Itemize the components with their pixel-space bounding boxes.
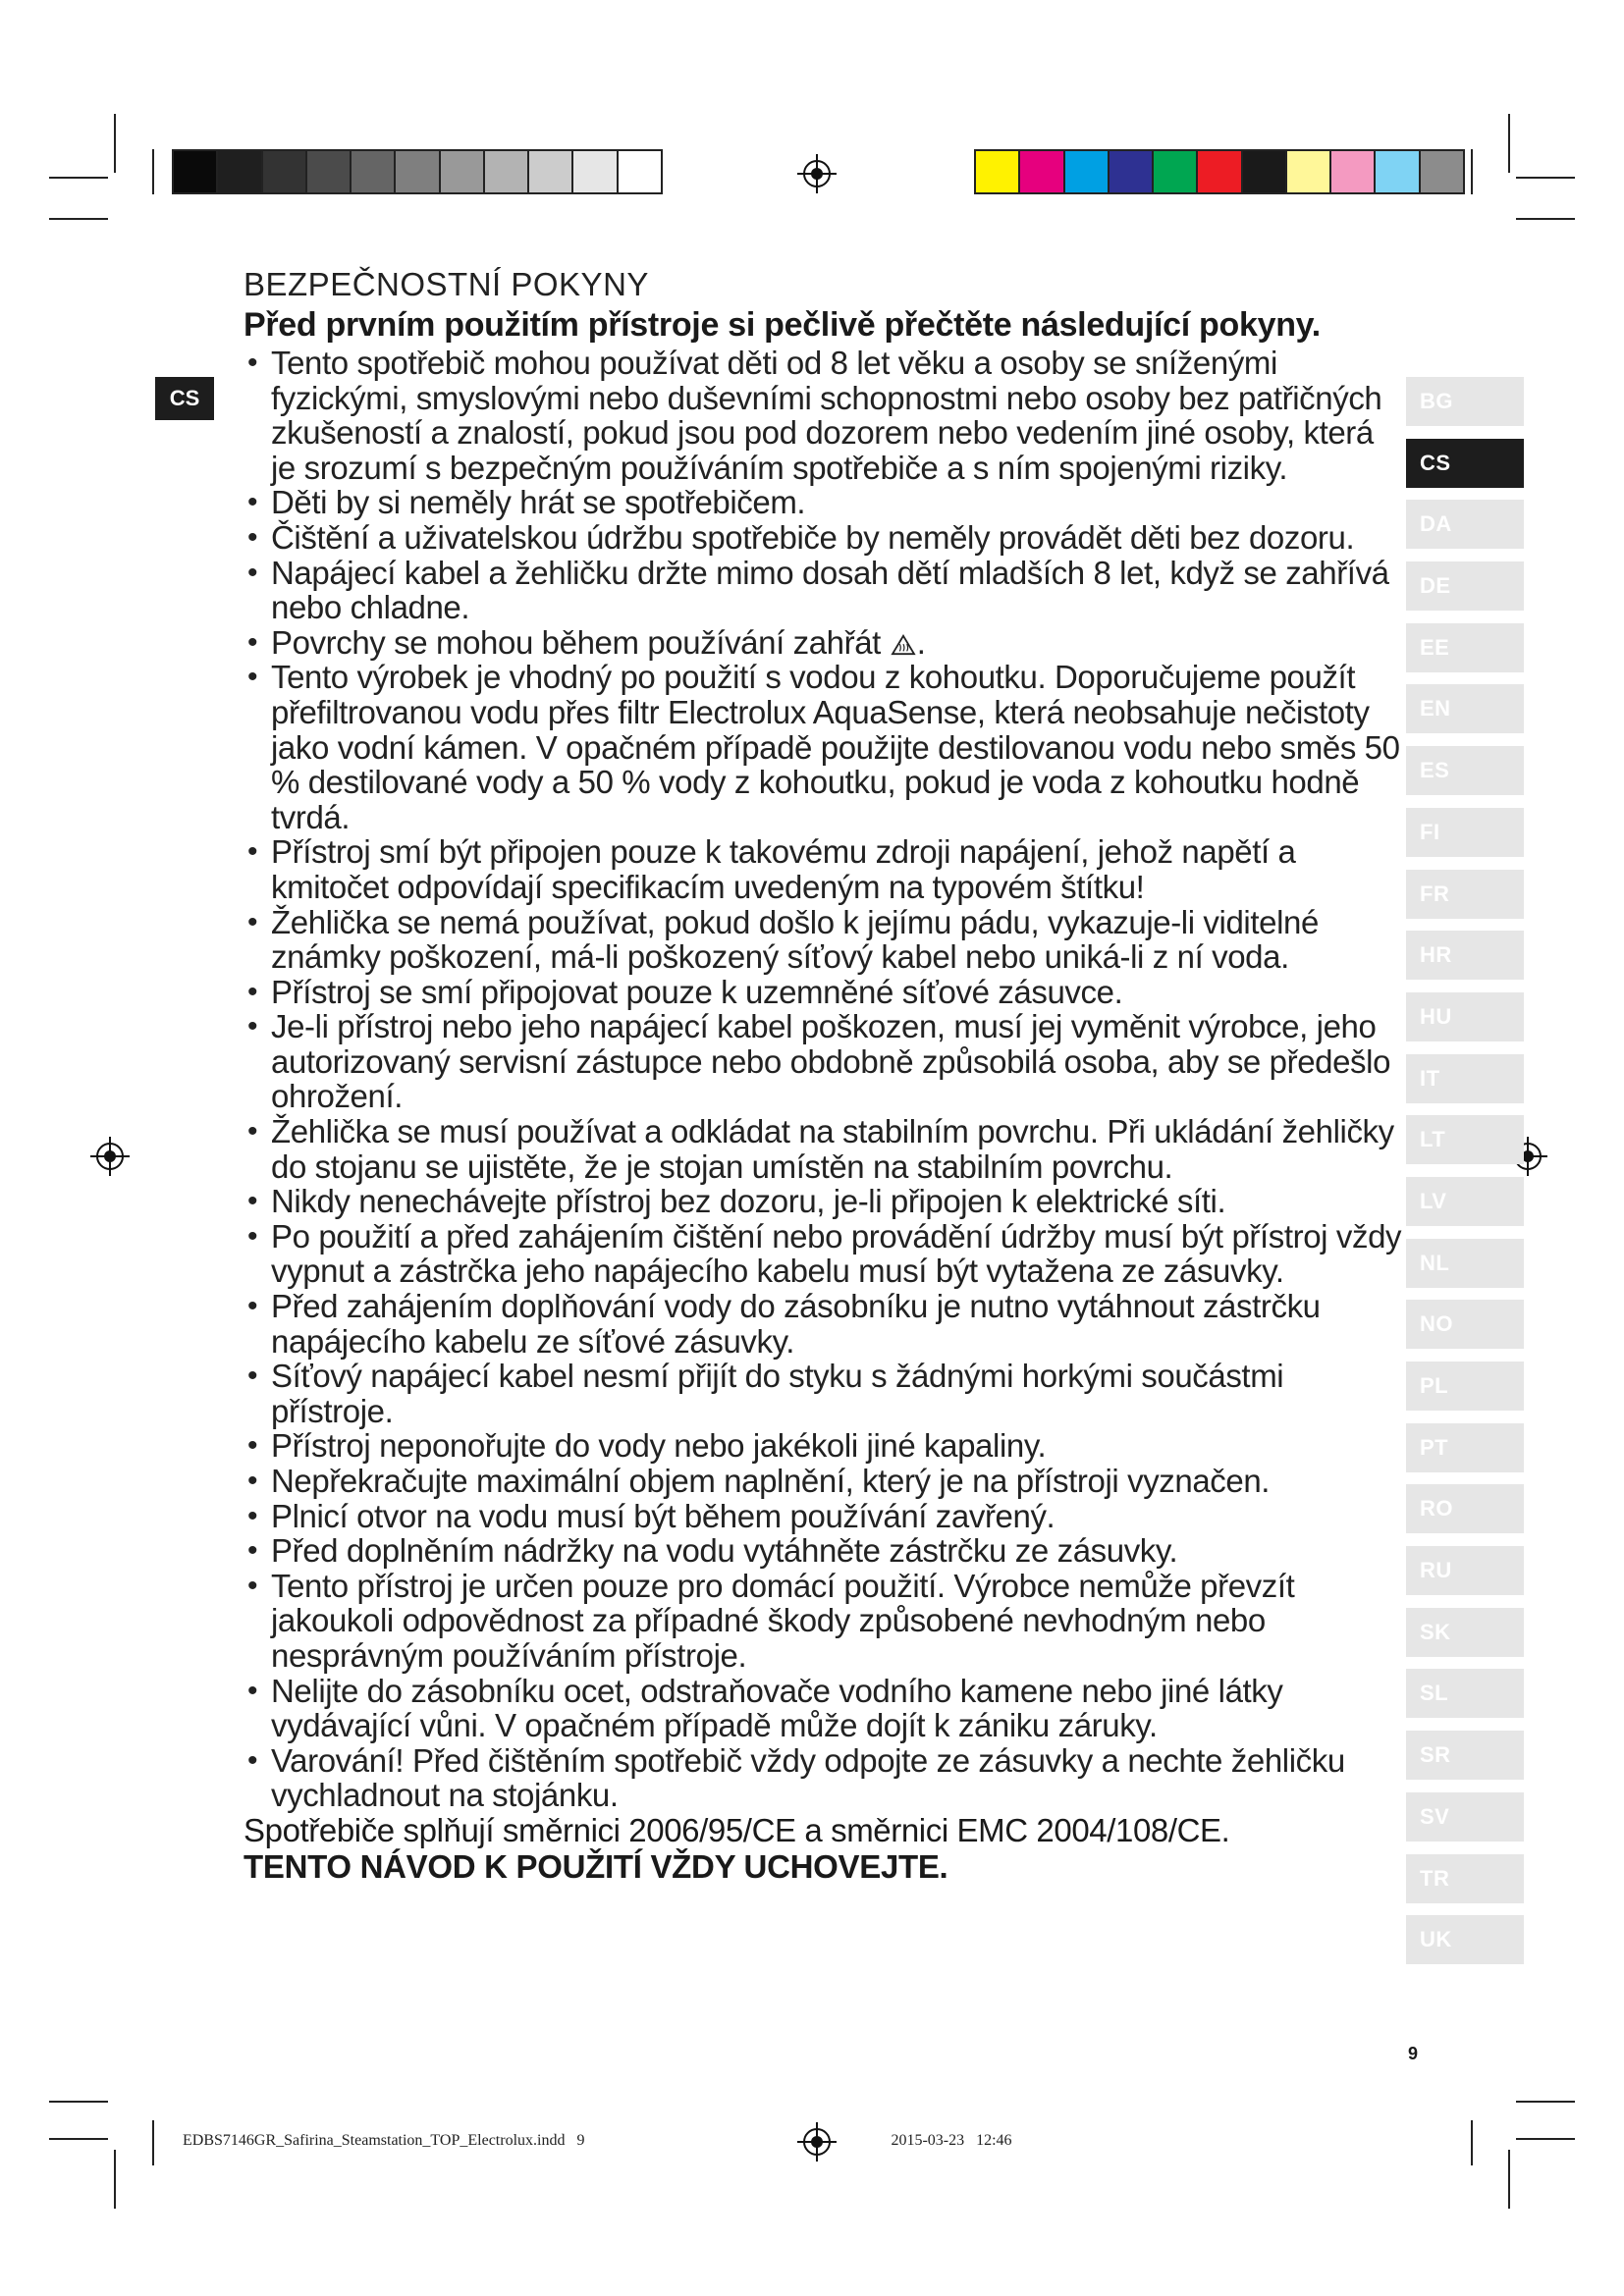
instruction-text: Děti by si neměly hrát se spotřebičem. [271,484,806,521]
color-swatch [1198,151,1242,192]
language-tab-lt[interactable]: LT [1406,1115,1524,1164]
instruction-item [244,1533,1402,1569]
instruction-text: Nepřekračujte maximální objem naplnění, který je na přístroji vyznačen. [271,1463,1271,1499]
color-swatch [1020,151,1064,192]
color-swatch [1065,151,1110,192]
instruction-text: Před doplněním nádržky na vodu vytáhněte zástrčku ze zásuvky. [271,1532,1178,1570]
crop-mark [49,2138,108,2140]
language-tab-da[interactable]: DA [1406,500,1524,549]
language-tab-cs[interactable]: CS [1406,439,1524,488]
language-tab-it[interactable]: IT [1406,1054,1524,1103]
color-swatch [396,151,440,192]
language-tab-ro[interactable]: RO [1406,1484,1524,1533]
instruction-text: Přístroj smí být připojen pouze k takovému zdroji napájení, jehož napětí a kmitočet odpovídají specifikacím uvedeným na typovém štítku! [271,833,1296,905]
language-tab-sl[interactable]: SL [1406,1669,1524,1718]
process-color-bar [974,149,1465,194]
language-tab-bg[interactable]: BG [1406,377,1524,426]
color-swatch [619,151,661,192]
instruction-text: Žehlička se musí používat a odkládat na stabilním povrchu. Při ukládání žehličky do stojanu se ujistěte, že je stojan umístěn na stabilním povrchu. [271,1113,1394,1185]
keep-manual-notice: TENTO NÁVOD K POUŽITÍ VŽDY UCHOVEJTE. [244,1847,948,1885]
instruction-text: Napájecí kabel a žehličku držte mimo dosah dětí mladších 8 let, když se zahřívá nebo chladne. [271,554,1389,626]
safety-instructions [244,265,1402,1886]
color-swatch [307,151,352,192]
instruction-text: Plnicí otvor na vodu musí být během používání zavřený. [271,1497,1056,1534]
language-tab-es[interactable]: ES [1406,746,1524,795]
color-swatch [529,151,573,192]
crop-mark [1471,149,1473,194]
instruction-text: Povrchy se mohou během používání zahřát [271,623,881,661]
instruction-text: Nelijte do zásobníku ocet, odstraňovače vodního kamene nebo jiné látky vydávající vůni. V opačném případě může dojít k zániku záruky. [271,1672,1283,1744]
instruction-item [244,834,1402,904]
language-tab-pl[interactable]: PL [1406,1362,1524,1411]
instruction-text: Varování! Před čištěním spotřebič vždy odpojte ze zásuvky a nechte žehličku vychladnout na stojánku. [271,1741,1345,1814]
page-number: 9 [1408,2044,1419,2063]
hot-surface-warning-icon [890,634,917,656]
instruction-text: Je-li přístroj nebo jeho napájecí kabel poškozen, musí jej vyměnit výrobce, jeho autorizovaný servisní zástupce nebo obdobně způsobilá osoba, aby se předešlo ohrožení. [271,1008,1391,1115]
instruction-item [244,660,1402,834]
instruction-item [244,346,1402,485]
language-tab-hu[interactable]: HU [1406,992,1524,1041]
grayscale-color-bar [172,149,663,194]
intro-text: Před prvním použitím přístroje si pečlivě přečtěte následující pokyny. [244,306,1321,344]
language-tab-pt[interactable]: PT [1406,1423,1524,1472]
instruction-list [244,346,1402,1813]
language-tab-nl[interactable]: NL [1406,1239,1524,1288]
instruction-item: • Povrchy se mohou během používání zahřát . [244,625,1402,661]
instruction-item [244,975,1402,1010]
crop-mark [1471,2120,1473,2165]
language-tab-de[interactable]: DE [1406,561,1524,611]
instruction-item [244,1359,1402,1428]
registration-mark-icon [797,154,837,193]
language-tab-uk[interactable]: UK [1406,1915,1524,1964]
instruction-item [244,1219,1402,1289]
crop-mark [49,218,108,220]
color-swatch [1154,151,1198,192]
file-slug: EDBS7146GR_Safirina_Steamstation_TOP_Electrolux.indd 9 2015-03-23 12:46 [183,2132,1012,2149]
instruction-text: Nikdy nenechávejte přístroj bez dozoru, je-li připojen k elektrické síti. [271,1183,1226,1220]
instruction-item [244,1674,1402,1743]
instruction-item [244,485,1402,520]
instruction-item [244,1114,1402,1184]
crop-mark [152,2120,154,2165]
color-swatch [1421,151,1463,192]
instruction-text: Žehlička se nemá používat, pokud došlo k jejímu pádu, vykazuje-li viditelné známky poškození, má-li poškozený síťový kabel nebo uniká-li z ní voda. [271,903,1319,976]
color-swatch [1376,151,1420,192]
instruction-text: Síťový napájecí kabel nesmí přijít do styku s žádnými horkými součástmi přístroje. [271,1358,1284,1429]
language-tab-ru[interactable]: RU [1406,1546,1524,1595]
crop-mark [152,149,154,194]
color-swatch [263,151,307,192]
language-tab-hr[interactable]: HR [1406,931,1524,980]
crop-mark [49,177,108,179]
language-badge: CS [155,377,214,420]
color-swatch [976,151,1020,192]
instruction-item [244,1428,1402,1464]
compliance-text: Spotřebiče splňují směrnici 2006/95/CE a směrnici EMC 2004/108/CE. [244,1811,1230,1848]
color-swatch [573,151,618,192]
instruction-text: Přístroj se smí připojovat pouze k uzemněné síťové zásuvce. [271,973,1123,1010]
language-tab-ee[interactable]: EE [1406,623,1524,672]
crop-mark [1516,177,1575,179]
color-swatch [1110,151,1154,192]
color-swatch [1243,151,1287,192]
language-tab-sv[interactable]: SV [1406,1792,1524,1842]
crop-mark [114,2150,116,2209]
color-swatch [485,151,529,192]
color-swatch [1331,151,1376,192]
crop-mark [1516,218,1575,220]
language-tabs [1406,377,1524,1977]
language-tab-no[interactable]: NO [1406,1300,1524,1349]
registration-mark-icon [90,1137,130,1176]
instruction-item [244,1499,1402,1534]
instruction-text: Tento přístroj je určen pouze pro domácí použití. Výrobce nemůže převzít jakoukoli odpovědnost za případné škody způsobené nevhodným nebo nesprávným používáním přístroje. [271,1567,1295,1674]
color-swatch [1287,151,1331,192]
page-title: BEZPEČNOSTNÍ POKYNY [244,266,649,302]
instruction-text: Po použití a před zahájením čištění nebo provádění údržby musí být přístroj vždy vypnut a zástrčka jeho napájecího kabelu musí být vytažena ze zásuvky. [271,1217,1402,1290]
instruction-item [244,1009,1402,1114]
instruction-item [244,556,1402,625]
crop-mark [1508,114,1510,173]
crop-mark [1516,2138,1575,2140]
crop-mark [1508,2150,1510,2209]
color-swatch [441,151,485,192]
color-swatch [174,151,218,192]
instruction-item [244,1743,1402,1813]
instruction-item [244,520,1402,556]
instruction-text: Před zahájením doplňování vody do zásobníku je nutno vytáhnout zástrčku napájecího kabelu ze síťové zásuvky. [271,1288,1321,1360]
crop-mark [1516,2101,1575,2103]
color-swatch [218,151,262,192]
instruction-item [244,1569,1402,1674]
instruction-item [244,1289,1402,1359]
instruction-item [244,1184,1402,1219]
language-tab-en[interactable]: EN [1406,684,1524,733]
instruction-text: Tento výrobek je vhodný po použití s vodou z kohoutku. Doporučujeme použít přefiltrovanou vodu přes filtr Electrolux AquaSense, která neobsahuje nečistoty jako vodní kámen. V opačném případě použijte destilovanou vodu nebo směs 50 % destilované vody a 50 % vody z kohoutku, pokud je voda z kohoutku hodně tvrdá. [271,659,1400,835]
crop-mark [114,114,116,173]
instruction-text: Tento spotřebič mohou používat děti od 8 let věku a osoby se sníženými fyzickými, smyslovými nebo duševními schopnostmi nebo osoby bez patřičných zkušeností a znalostí, pokud jsou pod dozorem nebo vedením jiné osoby, která je srozumí s bezpečným používáním spotřebiče a s ním spojenými riziky. [271,345,1382,486]
language-tab-fr[interactable]: FR [1406,870,1524,919]
language-tab-lv[interactable]: LV [1406,1177,1524,1226]
instruction-text: Čištění a uživatelskou údržbu spotřebiče by neměly provádět děti bez dozoru. [271,518,1355,556]
color-swatch [352,151,396,192]
instruction-item [244,1464,1402,1499]
language-tab-sk[interactable]: SK [1406,1608,1524,1657]
instruction-text: Přístroj neponořujte do vody nebo jakékoli jiné kapaliny. [271,1427,1047,1465]
crop-mark [49,2101,108,2103]
language-tab-tr[interactable]: TR [1406,1854,1524,1903]
language-tab-sr[interactable]: SR [1406,1731,1524,1780]
language-tab-fi[interactable]: FI [1406,808,1524,857]
instruction-item [244,905,1402,975]
